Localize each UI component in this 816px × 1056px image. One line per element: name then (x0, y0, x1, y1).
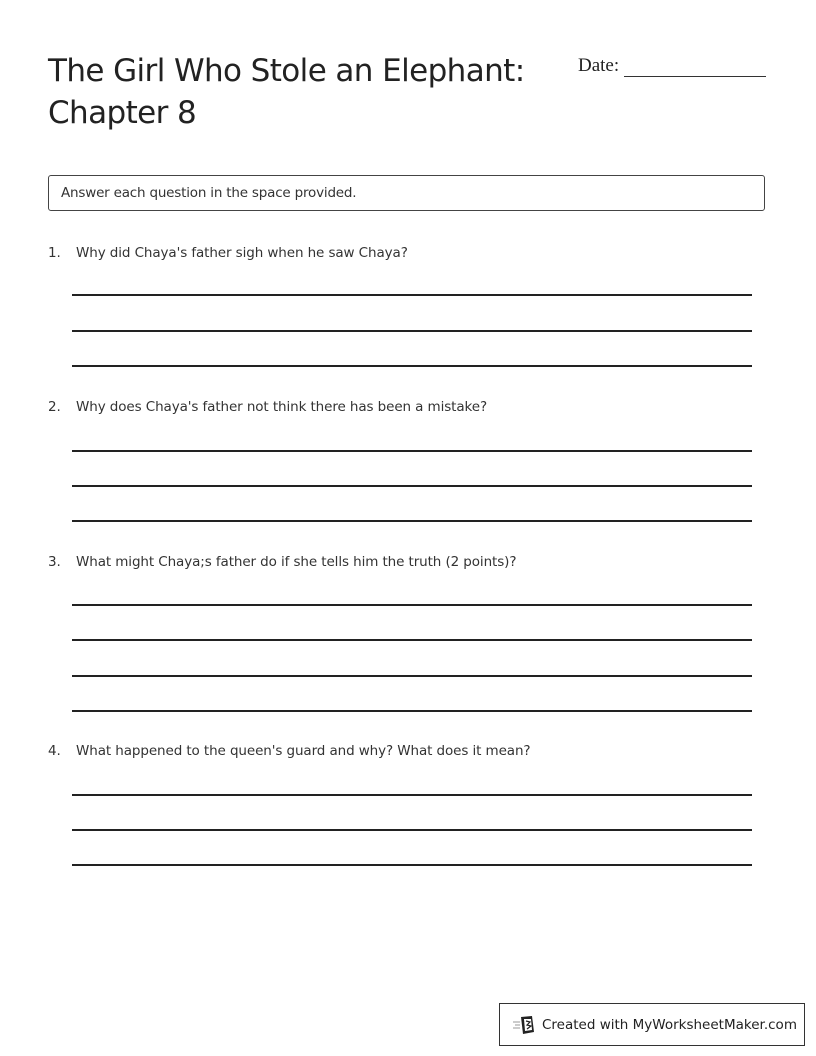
worksheet-logo-icon (512, 1015, 536, 1035)
question-text: Why did Chaya's father sigh when he saw Chaya? (76, 245, 408, 261)
date-answer-line (624, 52, 766, 77)
date-label: Date: (578, 55, 620, 76)
question-1 (48, 243, 768, 263)
question-2 (48, 397, 768, 417)
instructions-box (48, 175, 765, 211)
question-number: 1. (48, 245, 61, 261)
answer-line (72, 639, 752, 641)
worksheet-title (48, 50, 568, 134)
answer-line (72, 450, 752, 452)
title-line-1: The Girl Who Stole an Elephant: (48, 53, 525, 89)
question-3 (48, 552, 768, 572)
question-number: 2. (48, 399, 61, 415)
answer-line (72, 864, 752, 866)
question-number: 4. (48, 743, 61, 759)
question-text: What might Chaya;s father do if she tells him the truth (2 points)? (76, 554, 517, 570)
answer-line (72, 485, 752, 487)
answer-line (72, 710, 752, 712)
answer-line (72, 520, 752, 522)
title-line-2: Chapter 8 (48, 95, 197, 131)
footer-text: Created with MyWorksheetMaker.com (542, 1016, 797, 1033)
answer-line (72, 294, 752, 296)
question-number: 3. (48, 554, 61, 570)
question-4 (48, 741, 768, 761)
answer-line (72, 829, 752, 831)
answer-line (72, 604, 752, 606)
date-field (578, 52, 766, 77)
question-text: Why does Chaya's father not think there has been a mistake? (76, 399, 488, 415)
instructions-text: Answer each question in the space provided. (61, 185, 357, 201)
answer-line (72, 330, 752, 332)
footer-credit (499, 1003, 805, 1046)
question-text: What happened to the queen's guard and why? What does it mean? (76, 743, 531, 759)
answer-line (72, 365, 752, 367)
answer-line (72, 675, 752, 677)
answer-line (72, 794, 752, 796)
